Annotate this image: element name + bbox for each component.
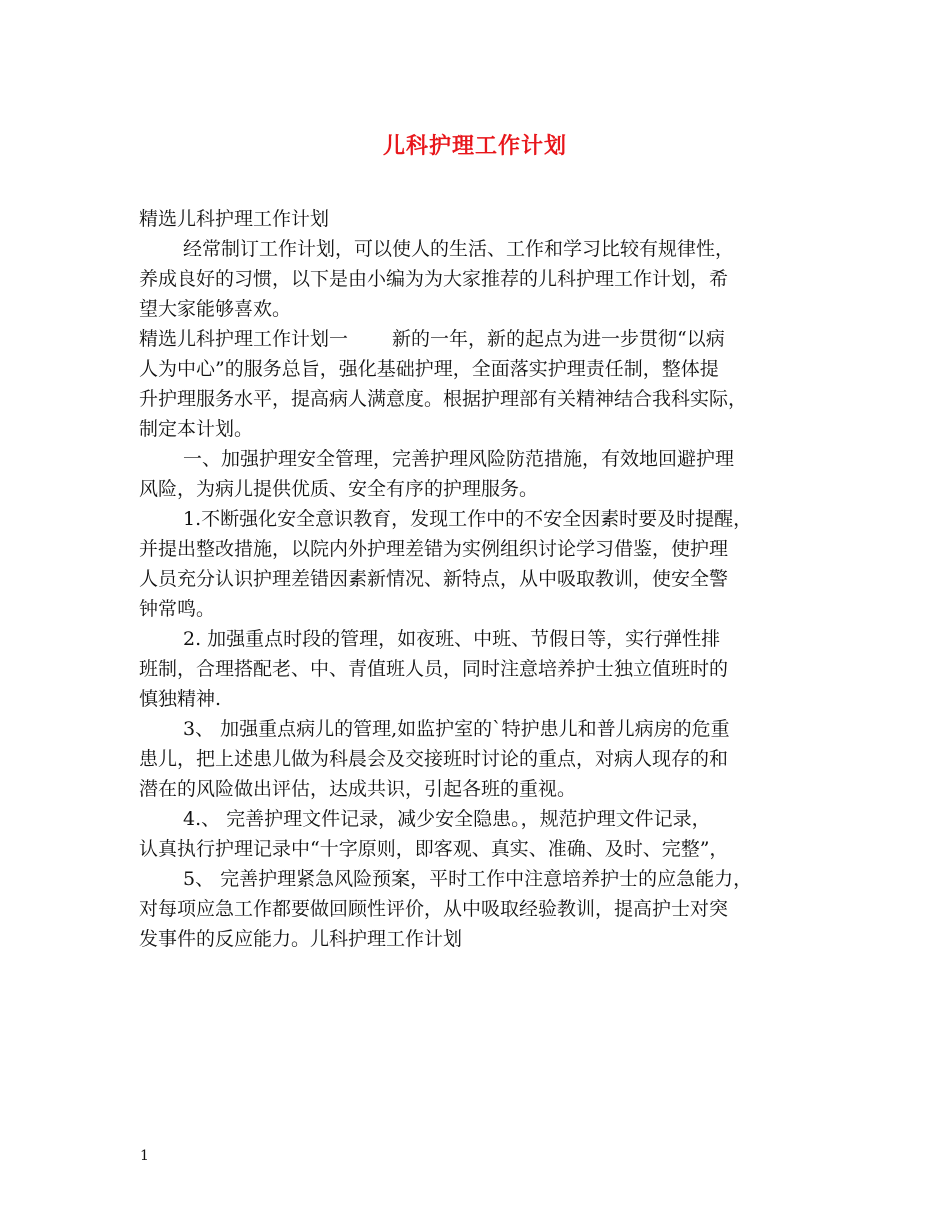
page-number: 1	[140, 1148, 149, 1164]
body-line: 并提出整改措施，以院内外护理差错为实例组织讨论学习借鉴，使护理	[139, 538, 729, 560]
body-line: 潜在的风险做出评估，达成共识，引起各班的重视。	[139, 778, 577, 800]
body-line: 3、 加强重点病儿的管理,如监护室的`特护患儿和普儿病房的危重	[183, 718, 730, 740]
body-line: 制定本计划。	[139, 418, 254, 440]
body-line: 对每项应急工作都要做回顾性评价，从中吸取经验教训，提高护士对突	[139, 898, 729, 920]
body-line: 钟常鸣。	[139, 598, 216, 620]
body-line: 经常制订工作计划，可以使人的生活、工作和学习比较有规律性，	[183, 238, 735, 260]
body-line: 班制，合理搭配老、中、青值班人员，同时注意培养护士独立值班时的	[139, 658, 729, 680]
body-line: 认真执行护理记录中“十字原则，即客观、真实、准确、及时、完整”，	[139, 838, 729, 860]
body-line: 1.不断强化安全意识教育，发现工作中的不安全因素时要及时提醒，	[183, 508, 753, 530]
body-line: 5、 完善护理紧急风险预案，平时工作中注意培养护士的应急能力，	[183, 868, 753, 890]
body-line: 人为中心”的服务总旨，强化基础护理，全面落实护理责任制，整体提	[139, 358, 719, 380]
document-title: 儿科护理工作计划	[382, 133, 567, 159]
body-line: 望大家能够喜欢。	[139, 298, 292, 320]
body-line: 慎独精神.	[139, 688, 222, 710]
body-line: 精选儿科护理工作计划一 新的一年，新的起点为进一步贯彻“以病	[139, 328, 725, 350]
document-body	[139, 204, 819, 954]
body-line: 升护理服务水平，提高病人满意度。根据护理部有关精神结合我科实际，	[139, 388, 748, 410]
body-line: 养成良好的习惯，以下是由小编为为大家推荐的儿科护理工作计划，希	[139, 268, 729, 290]
body-line: 发事件的反应能力。儿科护理工作计划	[139, 928, 463, 950]
body-line: 一、加强护理安全管理，完善护理风险防范措施，有效地回避护理	[183, 448, 735, 470]
body-line: 4.、 完善护理文件记录，减少安全隐患。，规范护理文件记录，	[183, 808, 711, 830]
body-line: 患儿，把上述患儿做为科晨会及交接班时讨论的重点，对病人现存的和	[139, 748, 729, 770]
body-line: 风险，为病儿提供优质、安全有序的护理服务。	[139, 478, 539, 500]
body-line: 2. 加强重点时段的管理，如夜班、中班、节假日等，实行弹性排	[183, 628, 721, 650]
body-line: 人员充分认识护理差错因素新情况、新特点，从中吸取教训，使安全警	[139, 568, 729, 590]
body-line: 精选儿科护理工作计划	[139, 208, 330, 230]
